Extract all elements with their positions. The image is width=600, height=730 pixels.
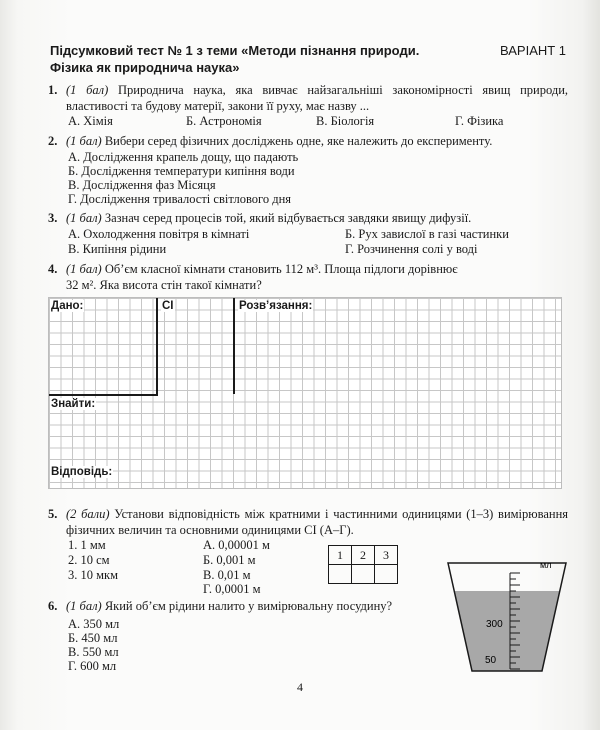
answer-cell-3[interactable]	[375, 565, 398, 584]
q6-option-a[interactable]: А. 350 мл	[68, 617, 120, 631]
question-points: (1 бал)	[66, 599, 102, 613]
question-3	[48, 211, 568, 227]
question-points: (1 бал)	[66, 211, 102, 225]
answer-label: Відповідь:	[51, 466, 113, 478]
answer-cell-1[interactable]	[329, 565, 352, 584]
question-1	[48, 83, 568, 114]
unit-label: мл	[540, 560, 552, 570]
q1-option-a[interactable]: А. Хімія	[68, 114, 113, 128]
question-points: (1 бал)	[66, 134, 102, 148]
q3-option-a[interactable]: А. Охолодження повітря в кімнаті	[68, 227, 250, 241]
variant-label: ВАРІАНТ 1	[500, 43, 567, 58]
question-number: 6.	[48, 599, 58, 613]
q1-option-c[interactable]: В. Біологія	[316, 114, 375, 128]
scale-label-300: 300	[486, 619, 503, 630]
given-label: Дано:	[51, 300, 84, 312]
question-text: Природнича наука, яка вивчає найзагальніші закономірності явищ природи, властивості та будову матерії, закони її руху, має назву ...	[66, 83, 569, 113]
divider-given-si	[156, 298, 158, 394]
question-points: (1 бал)	[66, 83, 109, 97]
page-number: 4	[297, 680, 303, 694]
question-5	[48, 507, 568, 538]
find-label: Знайти:	[51, 398, 96, 410]
q3-option-d[interactable]: Г. Розчинення солі у воді	[345, 242, 478, 256]
q6-option-c[interactable]: В. 550 мл	[68, 645, 119, 659]
q1-option-b[interactable]: Б. Астрономія	[186, 114, 262, 128]
q5-right-c: В. 0,01 м	[203, 568, 251, 582]
title-line-2: Фізика як природнича наука»	[50, 60, 240, 75]
title-line-1: Підсумковий тест № 1 з теми «Методи пізнання природи.	[50, 43, 420, 58]
question-text: Зазнач серед процесів той, який відбувається завдяки явищу дифузії.	[104, 211, 472, 225]
q6-option-d[interactable]: Г. 600 мл	[68, 659, 117, 673]
question-4	[48, 262, 568, 293]
answer-grid[interactable]	[48, 297, 562, 489]
q6-option-b[interactable]: Б. 450 мл	[68, 631, 118, 645]
solution-label: Розв’язання:	[239, 300, 313, 312]
q2-option-a[interactable]: А. Дослідження крапель дощу, що падають	[68, 150, 299, 164]
q3-option-b[interactable]: Б. Рух завислої в газі частинки	[345, 227, 509, 241]
q2-option-d[interactable]: Г. Дослідження тривалості світлового дня	[68, 192, 292, 206]
q5-right-b: Б. 0,001 м	[203, 553, 256, 567]
question-2	[48, 134, 568, 150]
q1-option-d[interactable]: Г. Фізика	[455, 114, 504, 128]
question-points: (2 бали)	[66, 507, 110, 521]
question-text-line-2: 32 м². Яка висота стін такої кімнати?	[66, 277, 262, 292]
q3-option-c[interactable]: В. Кипіння рідини	[68, 242, 167, 256]
divider-find	[49, 394, 158, 396]
question-points: (1 бал)	[66, 262, 102, 276]
scale-label-50: 50	[485, 655, 497, 666]
test-title	[50, 42, 470, 76]
si-label: СІ	[162, 300, 174, 312]
question-text: Вибери серед фізичних досліджень одне, яке належить до експерименту.	[104, 134, 493, 148]
question-text: Установи відповідність між кратними і частинними одиницями (1–3) вимірювання фізичних величин та основними одиницями СІ (А–Г).	[66, 507, 569, 537]
divider-si-solution	[233, 298, 235, 394]
question-number: 3.	[48, 211, 58, 225]
q5-right-d: Г. 0,0001 м	[203, 582, 261, 596]
question-number: 1.	[48, 83, 58, 97]
table-header-2: 2	[352, 546, 375, 565]
table-header-3: 3	[375, 546, 398, 565]
question-text: Об’єм класної кімнати становить 112 м³. Площа підлоги дорівнює	[104, 262, 458, 276]
matching-answer-table	[328, 545, 398, 584]
question-text: Який об’єм рідини налито у вимірювальну посудину?	[104, 599, 393, 613]
q2-option-c[interactable]: В. Дослідження фаз Місяця	[68, 178, 216, 192]
q5-left-1: 1. 1 мм	[68, 538, 106, 552]
question-number: 5.	[48, 507, 58, 521]
table-header-1: 1	[329, 546, 352, 565]
question-number: 4.	[48, 262, 58, 276]
q2-option-b[interactable]: Б. Дослідження температури кипіння води	[68, 164, 295, 178]
answer-cell-2[interactable]	[352, 565, 375, 584]
question-number: 2.	[48, 134, 58, 148]
q5-right-a: А. 0,00001 м	[203, 538, 270, 552]
q5-left-3: 3. 10 мкм	[68, 568, 119, 582]
measuring-vessel	[440, 553, 580, 678]
q5-left-2: 2. 10 см	[68, 553, 110, 567]
